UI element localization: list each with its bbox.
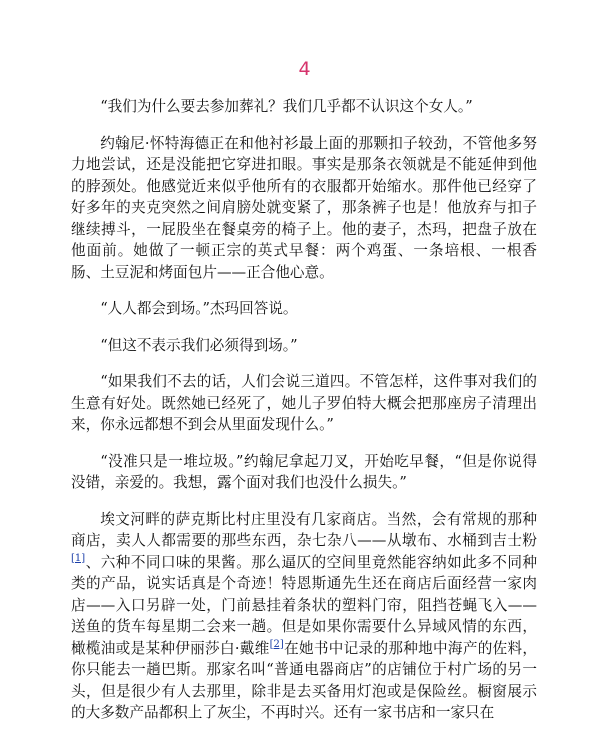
chapter-number: 4 xyxy=(298,58,311,80)
footnote-link-1[interactable]: [1] xyxy=(71,552,86,564)
paragraph-text: 、六种不同口味的果酱。那么逼仄的空间里竟然能容纳如此多不同种类的产品，说实话真是个奇迹！特恩斯通先生还在商店后面经营一家肉店——入口另辟一处，门前悬挂着条状的塑料门帘，阻挡苍蝇飞入——送鱼的货车每星期二会来一趟。但是如果你需要什么异域风情的东西，橄榄油或是某种伊丽莎白·戴维 xyxy=(71,553,537,657)
footnote-link-2[interactable]: [2] xyxy=(269,638,284,650)
paragraph: “没准只是一堆垃圾。”约翰尼拿起刀叉，开始吃早餐，“但是你说得没错，亲爱的。我想，露个面对我们也没什么损失。” xyxy=(71,452,537,491)
paragraph-text: 埃文河畔的萨克斯比村庄里没有几家商店。当然，会有常规的那种商店，卖人人都需要的那些东西，杂七杂八——从墩布、水桶到吉士粉 xyxy=(71,510,537,549)
paragraph: “如果我们不去的话，人们会说三道四。不管怎样，这件事对我们的生意有好处。既然她已经死了，她儿子罗伯特大概会把那座房子清理出来，你永远都想不到会从里面发现什么。” xyxy=(71,373,537,433)
paragraph: “但这不表示我们必须得到场。” xyxy=(100,336,298,354)
chapter-body xyxy=(71,96,537,739)
paragraph: 约翰尼·怀特海德正在和他衬衫最上面的那颗扣子较劲，不管他多努力地尝试，还是没能把它穿进扣眼。事实是那条衣领就是不能延伸到他的脖颈处。他感觉近来似乎他所有的衣服都开始缩水。那件他已经穿了好多年的夹克突然之间肩膀处就变紧了，那条裤子也是！他放弃与扣子继续搏斗，一屁股坐在餐桌旁的椅子上。他的妻子，杰玛，把盘子放在他面前。她做了一顿正宗的英式早餐：两个鸡蛋、一条培根、一根香肠、土豆泥和烤面包片——正合他心意。 xyxy=(71,134,537,281)
paragraph-with-footnotes xyxy=(71,509,537,724)
paragraph: “我们为什么要去参加葬礼？我们几乎都不认识这个女人。” xyxy=(100,98,473,115)
paragraph-text: 在她书中记录的那种地中海产的佐料，你只能去一趟巴斯。那家名叫“普通电器商店”的店铺位于村广场的另一头，但是很少有人去那里，除非是去买备用灯泡或是保险丝。橱窗展示的大多数产品都积上了灰尘，不再时兴。还有一家书店和一家只在 xyxy=(71,639,537,721)
paragraph: “人人都会到场。”杰玛回答说。 xyxy=(100,300,298,317)
